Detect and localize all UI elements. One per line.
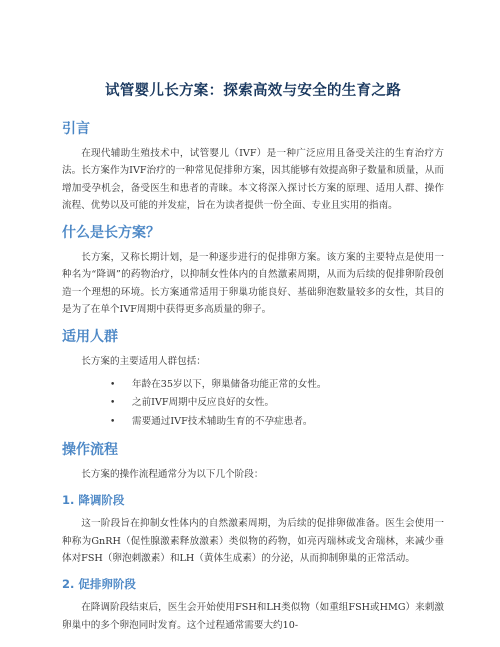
paragraph-stage-stimulation: 在降调阶段结束后，医生会开始使用FSH和LH类似物（如重组FSH或HMG）来刺激卵巢中的多个卵泡同时发育。这个过程通常需要大约10-: [62, 602, 444, 631]
list-item-text: 之前IVF周期中反应良好的女性。: [132, 397, 275, 409]
document-title: 试管婴儿长方案：探索高效与安全的生育之路: [105, 83, 401, 99]
heading-what-is-long-protocol: 什么是长方案？: [62, 225, 160, 242]
heading-intro: 引言: [62, 121, 90, 137]
heading-stage-stimulation: 2. 促排卵阶段: [62, 577, 136, 592]
bullet-icon: •: [110, 416, 116, 427]
paragraph-what-is-long-protocol: 长方案，又称长期计划，是一种逐步进行的促排卵方案。该方案的主要特点是使用一种名为“降调”的药物治疗，以抑制女性体内的自然激素周期，从而为后续的促排卵阶段创造一个理想的环境。长方案通常适用于卵巢功能良好、基础卵泡数量较多的女性，其目的是为了在单个IVF周期中获得更多高质量的卵子。: [62, 252, 444, 316]
paragraph-process: 长方案的操作流程通常分为以下几个阶段：: [81, 469, 264, 481]
heading-process: 操作流程: [62, 442, 118, 459]
bullet-icon: •: [110, 379, 116, 390]
heading-stage-downregulation: 1. 降调阶段: [62, 493, 125, 508]
heading-suitable-people: 适用人群: [62, 329, 118, 346]
list-item: [110, 376, 444, 395]
list-item: [110, 413, 444, 432]
suitable-people-list: [62, 376, 444, 432]
list-item-text: 年龄在35岁以下，卵巢储备功能正常的女性。: [132, 378, 327, 390]
paragraph-stage-downregulation: 这一阶段旨在抑制女性体内的自然激素周期，为后续的促排卵做准备。医生会使用一种称为GnRH（促性腺激素释放激素）类似物的药物，如亮丙瑞林或戈舍瑞林，来减少垂体对FSH（卵泡刺激素）和LH（黄体生成素）的分泌，从而抑制卵巢的正常活动。: [62, 518, 444, 565]
list-item-text: 需要通过IVF技术辅助生育的不孕症患者。: [132, 415, 313, 427]
list-item: [110, 394, 444, 413]
paragraph-intro: 在现代辅助生殖技术中，试管婴儿（IVF）是一种广泛应用且备受关注的生育治疗方法。长方案作为IVF治疗的一种常见促排卵方案，因其能够有效提高卵子数量和质量，从而增加受孕机会，备受医生和患者的青睐。本文将深入探讨长方案的原理、适用人群、操作流程、优势以及可能的并发症，旨在为读者提供一份全面、专业且实用的指南。: [62, 148, 444, 211]
bullet-icon: •: [110, 398, 116, 409]
paragraph-suitable-people: 长方案的主要适用人群包括：: [81, 356, 206, 368]
